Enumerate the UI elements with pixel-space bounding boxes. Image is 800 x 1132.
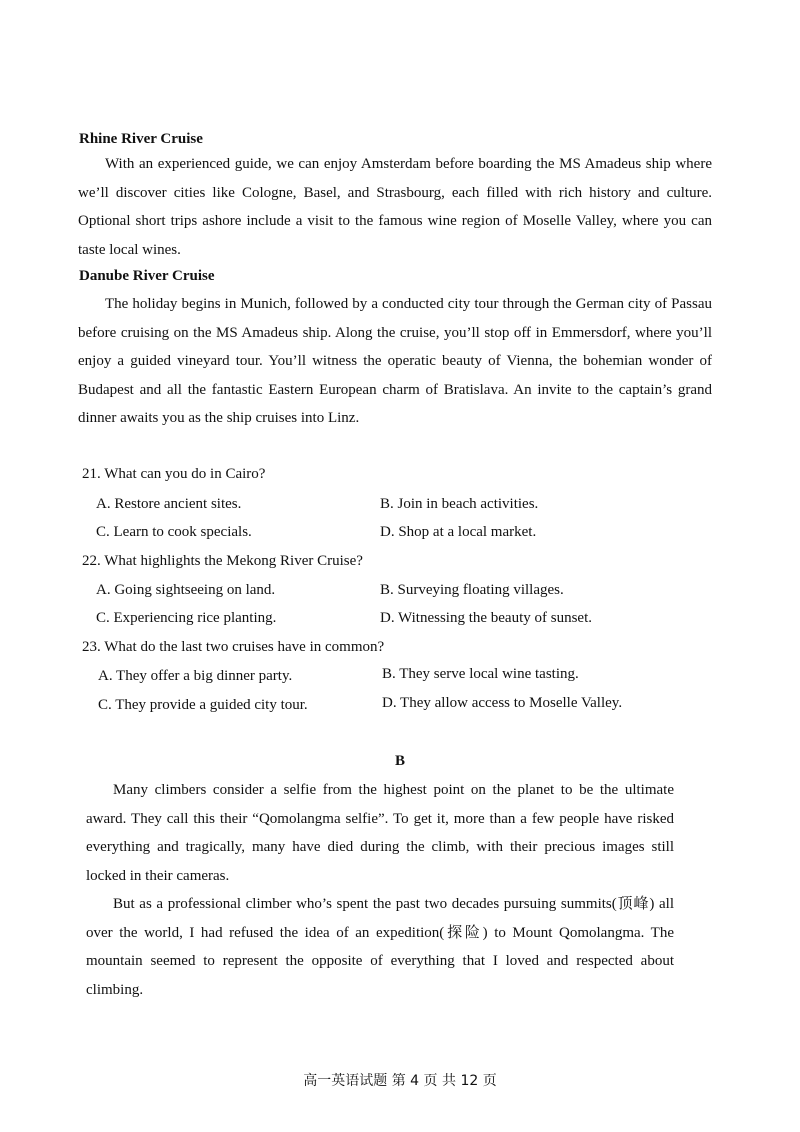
danube-paragraph — [78, 290, 712, 433]
danube-heading: Danube River Cruise — [79, 268, 215, 284]
question-21-stem: 21. What can you do in Cairo? — [82, 466, 266, 482]
section-b-paragraphs — [86, 776, 674, 1004]
page-footer: 高一英语试题 第 4 页 共 12 页 — [303, 1073, 497, 1089]
question-21-option-b: B. Join in beach activities. — [380, 496, 539, 512]
question-22-option-b: B. Surveying floating villages. — [380, 582, 564, 598]
question-21-option-c: C. Learn to cook specials. — [96, 524, 252, 540]
rhine-heading: Rhine River Cruise — [79, 131, 203, 147]
question-23-option-b: B. They serve local wine tasting. — [382, 666, 579, 682]
rhine-body: With an experienced guide, we can enjoy Amsterdam before boarding the MS Amadeus ship where we’ll discover cities like Cologne, Basel, and Strasbourg, each filled with rich history and culture. Optional short trips ashore include a visit to the famous wine region of Moselle Valley, where you can taste local wines. — [78, 156, 712, 258]
question-22-option-a: A. Going sightseeing on land. — [96, 582, 276, 598]
section-b-label: B — [394, 753, 405, 769]
question-23-stem: 23. What do the last two cruises have in common? — [82, 639, 385, 655]
question-21-option-d: D. Shop at a local market. — [380, 524, 537, 540]
question-23-option-a: A. They offer a big dinner party. — [98, 668, 293, 684]
rhine-paragraph — [78, 150, 712, 264]
section-b-paragraph-1: Many climbers consider a selfie from the highest point on the planet to be the ultimate award. They call this their “Qomolangma selfie”. To get it, more than a few people have risked everything and tragically, many have died during the climb, with their precious images still locked in their cameras. — [86, 782, 674, 884]
question-22-option-d: D. Witnessing the beauty of sunset. — [380, 610, 593, 626]
question-22-stem: 22. What highlights the Mekong River Cruise? — [82, 553, 363, 569]
question-22-option-c: C. Experiencing rice planting. — [96, 610, 277, 626]
question-21-option-a: A. Restore ancient sites. — [96, 496, 242, 512]
danube-body: The holiday begins in Munich, followed by a conducted city tour through the German city of Passau before cruising on the MS Amadeus ship. Along the cruise, you’ll stop off in Emmersdorf, where you’ll enjoy a guided vineyard tour. You’ll witness the operatic beauty of Vienna, the bohemian wonder of Budapest and all the fantastic Eastern European charm of Bratislava. An invite to the captain’s grand dinner awaits you as the ship cruises into Linz. — [78, 296, 712, 426]
question-23-option-d: D. They allow access to Moselle Valley. — [382, 695, 623, 711]
section-b-paragraph-2: But as a professional climber who’s spent the past two decades pursuing summits(顶峰) all over the world, I had refused the idea of an expedition(探险) to Mount Qomolangma. The mountain seemed to represent the opposite of everything that I loved and respected about climbing. — [86, 896, 674, 998]
question-23-option-c: C. They provide a guided city tour. — [98, 697, 308, 713]
